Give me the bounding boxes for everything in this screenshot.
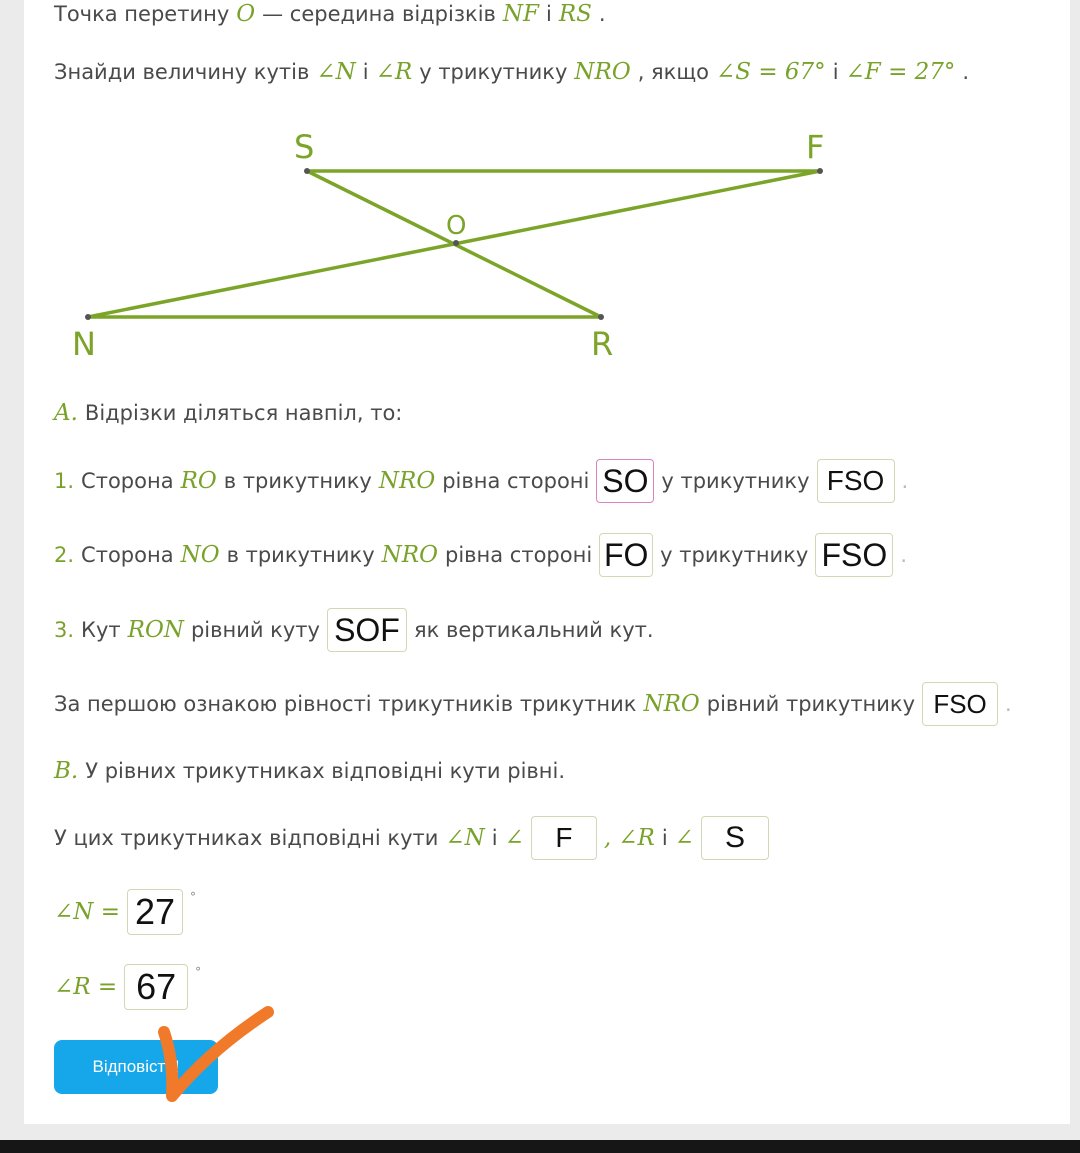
label-f: F (806, 128, 825, 166)
vertex-r-dot (598, 314, 604, 320)
statement-text: в трикутнику (226, 543, 375, 567)
statement-text: рівний куту (190, 618, 320, 642)
question-text: . (962, 60, 970, 84)
section-b-letter: B. (54, 758, 79, 784)
corr-text: і (661, 826, 668, 850)
geometry-diagram (0, 110, 1080, 370)
answer-input-angle-f[interactable]: F (531, 816, 597, 860)
corr-text: і (491, 826, 498, 850)
statement-3 (54, 607, 654, 653)
checkmark-icon (150, 1000, 280, 1110)
segment-nf: NF (502, 1, 539, 27)
answer-input-triangle-fso[interactable]: FSO (815, 533, 893, 577)
statement-text: в трикутнику (223, 469, 372, 493)
conclusion-end: . (1005, 692, 1012, 716)
statement-number: 1. (54, 469, 75, 493)
corr-text: У цих трикутниках відповідні кути (54, 826, 439, 850)
submit-button[interactable]: Відповісти! (54, 1040, 218, 1094)
statement-text: рівна стороні (444, 543, 593, 567)
answer-input-side-fo[interactable]: FO (599, 533, 653, 577)
degree-unit: ° (195, 965, 202, 979)
intro-line-2 (54, 58, 969, 86)
question-text: Знайди величину кутів (54, 60, 310, 84)
label-o: O (446, 211, 467, 241)
answer-input-triangle-fso[interactable]: FSO (922, 682, 998, 726)
statement-text: Кут (81, 618, 121, 642)
vertex-f-dot (817, 168, 823, 174)
section-a-title: Відрізки діляться навпіл, то: (84, 401, 403, 425)
section-b-heading (54, 756, 565, 786)
side-no: NO (180, 542, 220, 568)
angle-symbol: ∠ (504, 825, 524, 851)
label-n: N (72, 325, 96, 363)
statement-text: у трикутнику (660, 543, 809, 567)
question-text: , якщо (637, 60, 709, 84)
angle-n: ∠N (445, 825, 485, 851)
answer-input-angle-sof[interactable]: SOF (327, 608, 407, 652)
angle-n: ∠N (316, 59, 356, 85)
intro-text: і (546, 2, 552, 26)
angle-r: ∠R (618, 825, 655, 851)
statement-text: Сторона (81, 469, 174, 493)
intro-text: — середина відрізків (262, 2, 496, 26)
vertex-n-dot (85, 314, 91, 320)
intro-text: . (598, 2, 606, 26)
point-o: O (236, 1, 256, 27)
statement-text: Сторона (81, 543, 174, 567)
question-text: і (362, 60, 369, 84)
statement-text: у трикутнику (661, 469, 810, 493)
angle-r: ∠R (375, 59, 413, 85)
conclusion-text: рівний трикутнику (706, 692, 916, 716)
answer-input-triangle-fso[interactable]: FSO (817, 459, 895, 503)
statement-text: рівна стороні (442, 469, 590, 493)
statement-number: 3. (54, 618, 75, 642)
bottom-navigation-bar (0, 1140, 1080, 1153)
segment-rs: RS (558, 1, 592, 27)
question-text: і (832, 60, 839, 84)
side-ro: RO (180, 468, 217, 494)
angle-symbol: ∠ (674, 825, 694, 851)
section-b-title: У рівних трикутниках відповідні кути рівні. (85, 759, 566, 783)
triangle-nro: NRO (574, 59, 631, 85)
label-r: R (591, 325, 614, 363)
intro-line-1 (54, 0, 606, 28)
vertex-s-dot (304, 168, 310, 174)
statement-2 (54, 532, 907, 578)
statement-number: 2. (54, 543, 75, 567)
conclusion-text: За першою ознакою рівності трикутників трикутник (54, 692, 637, 716)
triangle-nro: NRO (378, 468, 436, 494)
answer-angle-n-label: ∠N = (54, 899, 120, 925)
answer-input-angle-n[interactable]: 27 (127, 889, 183, 935)
section-a-letter: A. (54, 400, 78, 426)
statement-end: . (900, 543, 908, 567)
statement-1 (54, 458, 908, 504)
angle-ron: RON (127, 617, 184, 643)
given-angle-s: ∠S = 67° (715, 59, 826, 85)
triangle-nro: NRO (381, 542, 438, 568)
corresponding-angles-line (54, 815, 769, 861)
statement-end: . (901, 469, 909, 493)
comma: , (603, 825, 612, 851)
section-a-heading (54, 398, 402, 428)
label-s: S (294, 128, 315, 166)
degree-unit: ° (189, 890, 196, 904)
statement-text: як вертикальний кут. (413, 618, 654, 642)
conclusion-line (54, 681, 1012, 727)
intro-text: Точка перетину (54, 2, 230, 26)
triangle-nro: NRO (643, 691, 700, 717)
answer-angle-n-line (54, 888, 196, 936)
answer-input-angle-s[interactable]: S (701, 816, 769, 860)
question-text: у трикутнику (419, 60, 568, 84)
answer-input-angle-r[interactable]: 67 (124, 964, 188, 1010)
answer-angle-r-label: ∠R = (54, 974, 118, 1000)
answer-input-side-so[interactable]: SO (596, 459, 654, 503)
given-angle-f: ∠F = 27° (845, 59, 956, 85)
